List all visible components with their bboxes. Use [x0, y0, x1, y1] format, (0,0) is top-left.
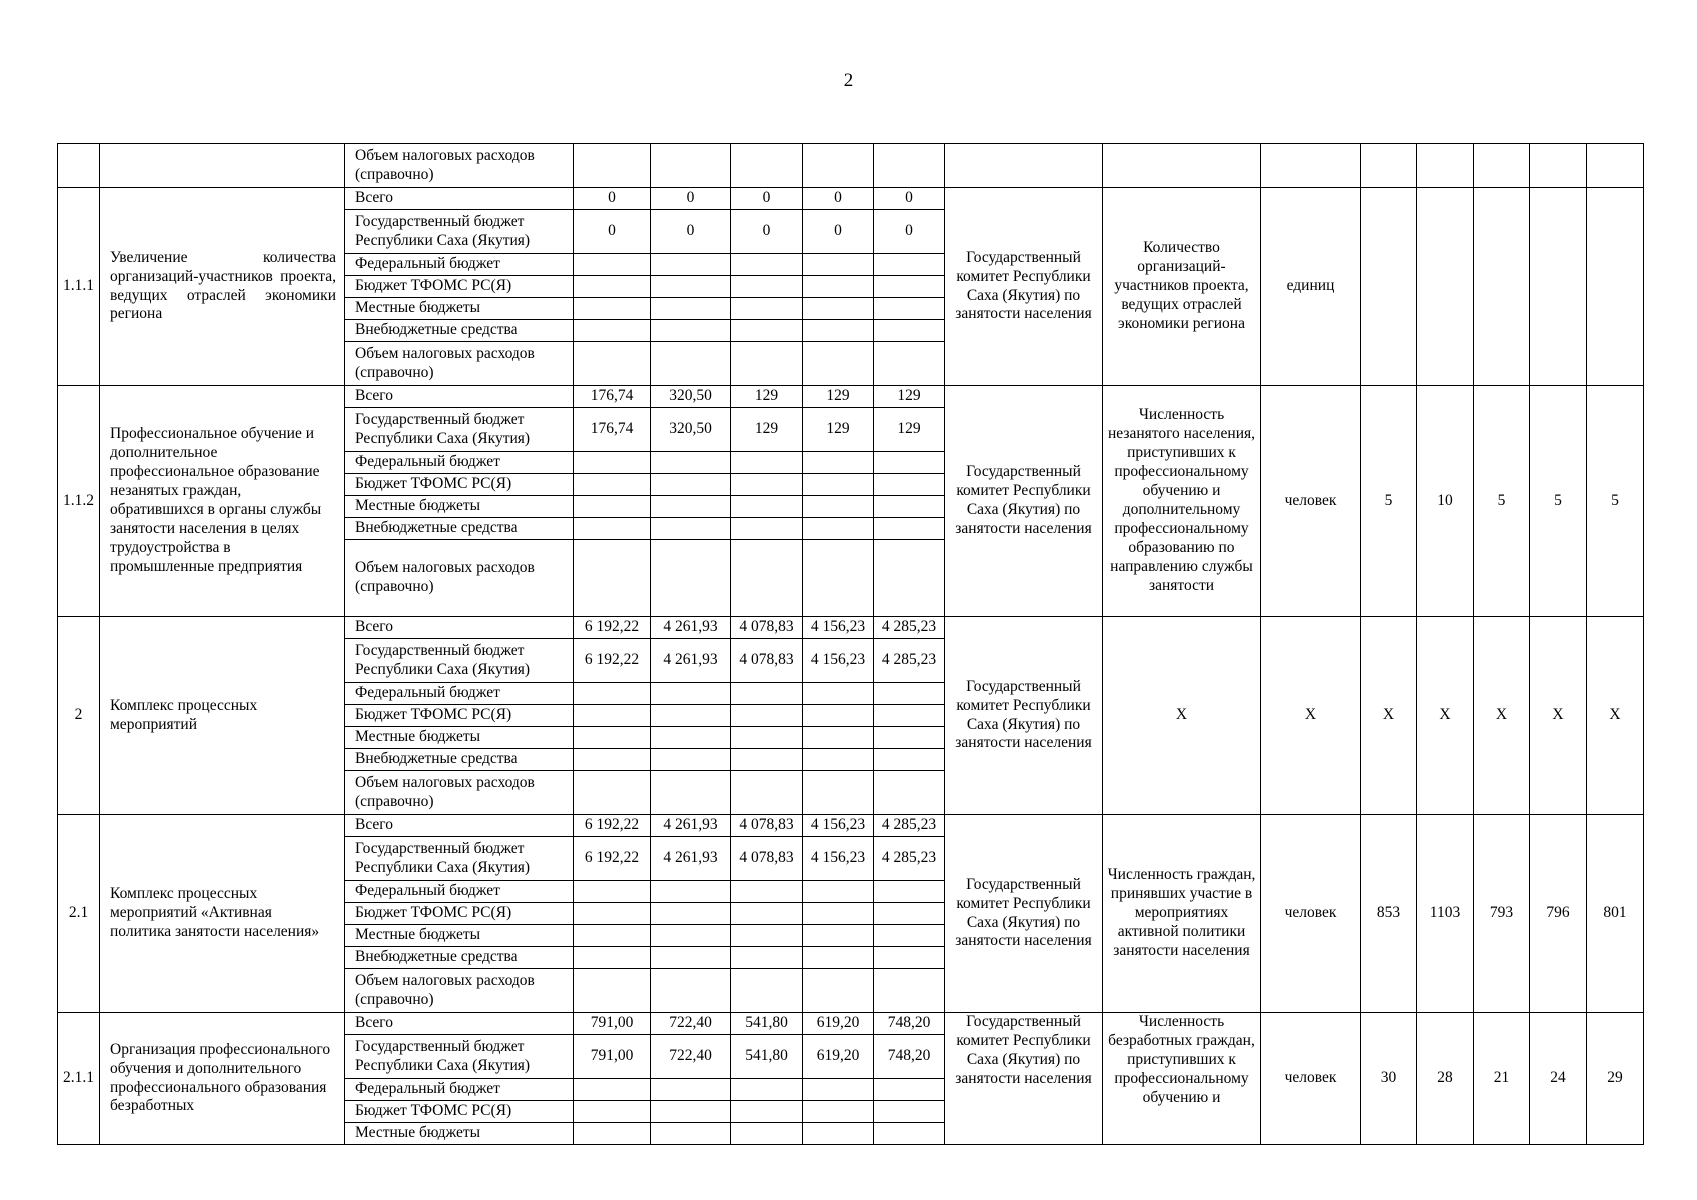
amount-cell: 4 285,23: [874, 815, 945, 837]
target-value: 21: [1474, 1013, 1530, 1145]
amount-cell: [874, 903, 945, 925]
amount-cell: 176,74: [574, 408, 651, 452]
unit-of-measure: человек: [1261, 815, 1361, 1013]
amount-cell: 4 261,93: [651, 815, 731, 837]
amount-cell: 0: [874, 210, 945, 254]
amount-cell: [874, 342, 945, 386]
amount-cell: [651, 925, 731, 947]
indicator-name: Численность незанятого населения, приступивших к профессиональному обучению и дополнительному профессиональному образованию по направлению службы занятости: [1103, 386, 1261, 617]
page-number: 2: [843, 70, 854, 91]
target-value: 793: [1474, 815, 1530, 1013]
funding-source-label: Всего: [345, 815, 574, 837]
amount-cell: [803, 540, 874, 617]
funding-source-label: Местные бюджеты: [345, 496, 574, 518]
amount-cell: [574, 881, 651, 903]
target-value: 5: [1361, 386, 1417, 617]
target-value: [1474, 188, 1530, 386]
amount-cell: 4 261,93: [651, 639, 731, 683]
amount-cell: [874, 1123, 945, 1145]
amount-cell: [731, 254, 803, 276]
amount-cell: [731, 320, 803, 342]
budget-table: [57, 143, 1644, 1145]
amount-cell: 4 285,23: [874, 617, 945, 639]
target-value: 5: [1530, 386, 1587, 617]
amount-cell: [731, 705, 803, 727]
amount-cell: [651, 1101, 731, 1123]
funding-source-label: Внебюджетные средства: [345, 320, 574, 342]
amount-cell: [574, 474, 651, 496]
amount-cell: [803, 1123, 874, 1145]
amount-cell: 6 192,22: [574, 815, 651, 837]
amount-cell: 129: [731, 386, 803, 408]
funding-source-label: Федеральный бюджет: [345, 881, 574, 903]
amount-cell: 0: [803, 210, 874, 254]
amount-cell: [731, 298, 803, 320]
funding-source-label: Бюджет ТФОМС РС(Я): [345, 705, 574, 727]
amount-cell: [731, 947, 803, 969]
amount-cell: [574, 903, 651, 925]
amount-cell: [803, 947, 874, 969]
amount-cell: 748,20: [874, 1035, 945, 1079]
indicator-name: Численность граждан, принявших участие в мероприятиях активной политики занятости населения: [1103, 815, 1261, 1013]
target-value: [1530, 188, 1587, 386]
amount-cell: [874, 683, 945, 705]
amount-cell: 320,50: [651, 408, 731, 452]
amount-cell: [574, 1079, 651, 1101]
amount-cell: [574, 771, 651, 815]
amount-cell: 4 156,23: [803, 639, 874, 683]
target-value: 30: [1361, 1013, 1417, 1145]
amount-cell: [574, 947, 651, 969]
amount-cell: [874, 1079, 945, 1101]
amount-cell: 129: [731, 408, 803, 452]
funding-source-label: Бюджет ТФОМС РС(Я): [345, 474, 574, 496]
activity-name: Комплекс процессных мероприятий: [100, 617, 345, 815]
amount-cell: 129: [803, 408, 874, 452]
funding-source-label: Объем налоговых расходов (справочно): [345, 969, 574, 1013]
amount-cell: 791,00: [574, 1035, 651, 1079]
target-value: 1103: [1417, 815, 1474, 1013]
amount-cell: [651, 727, 731, 749]
funding-source-label: Внебюджетные средства: [345, 947, 574, 969]
funding-source-label: Местные бюджеты: [345, 727, 574, 749]
amount-cell: [574, 496, 651, 518]
amount-cell: 129: [874, 386, 945, 408]
amount-cell: [731, 727, 803, 749]
amount-cell: [574, 683, 651, 705]
funding-source-label: Всего: [345, 188, 574, 210]
amount-cell: [651, 969, 731, 1013]
amount-cell: [651, 276, 731, 298]
target-value: 29: [1587, 1013, 1644, 1145]
target-value: Х: [1587, 617, 1644, 815]
funding-source-label: Местные бюджеты: [345, 298, 574, 320]
amount-cell: [803, 1079, 874, 1101]
executor: Государственный комитет Республики Саха (Якутия) по занятости населения: [945, 386, 1103, 617]
indicator-name: Численность безработных граждан, приступивших к профессиональному обучению и: [1103, 1013, 1261, 1145]
indicator-name: Количество организаций-участников проекта, ведущих отраслей экономики региона: [1103, 188, 1261, 386]
amount-cell: [651, 342, 731, 386]
amount-cell: [874, 518, 945, 540]
funding-source-label: Внебюджетные средства: [345, 749, 574, 771]
target-value: 853: [1361, 815, 1417, 1013]
funding-source-label: Государственный бюджет Республики Саха (Якутия): [345, 408, 574, 452]
amount-cell: [874, 320, 945, 342]
target-value: 5: [1474, 386, 1530, 617]
amount-cell: [651, 452, 731, 474]
amount-cell: [574, 276, 651, 298]
amount-cell: [874, 749, 945, 771]
amount-cell: [651, 749, 731, 771]
table-row: [58, 617, 1644, 639]
amount-cell: [731, 342, 803, 386]
amount-cell: [874, 705, 945, 727]
amount-cell: 6 192,22: [574, 639, 651, 683]
amount-cell: [574, 342, 651, 386]
activity-name: Организация профессионального обучения и дополнительного профессионального образования безработных: [100, 1013, 345, 1145]
amount-cell: 4 156,23: [803, 815, 874, 837]
amount-cell: [574, 925, 651, 947]
amount-cell: [574, 1123, 651, 1145]
table-row: [58, 1013, 1644, 1035]
amount-cell: [731, 1101, 803, 1123]
amount-cell: [874, 298, 945, 320]
funding-source-label: Бюджет ТФОМС РС(Я): [345, 1101, 574, 1123]
amount-cell: 619,20: [803, 1013, 874, 1035]
funding-source-label: Бюджет ТФОМС РС(Я): [345, 903, 574, 925]
amount-cell: [731, 518, 803, 540]
amount-cell: 722,40: [651, 1013, 731, 1035]
amount-cell: [651, 518, 731, 540]
amount-cell: [803, 749, 874, 771]
amount-cell: [651, 298, 731, 320]
amount-cell: 4 261,93: [651, 617, 731, 639]
amount-cell: 4 078,83: [731, 617, 803, 639]
row-number: 1.1.1: [58, 188, 100, 386]
amount-cell: [803, 925, 874, 947]
amount-cell: [803, 518, 874, 540]
amount-cell: [803, 771, 874, 815]
funding-source-label: Бюджет ТФОМС РС(Я): [345, 276, 574, 298]
amount-cell: 0: [731, 188, 803, 210]
table-row: [58, 144, 1644, 188]
executor: Государственный комитет Республики Саха (Якутия) по занятости населения: [945, 1013, 1103, 1145]
amount-cell: 6 192,22: [574, 837, 651, 881]
target-value: [1361, 188, 1417, 386]
amount-cell: [874, 540, 945, 617]
funding-source-label: Всего: [345, 1013, 574, 1035]
amount-cell: [574, 518, 651, 540]
amount-cell: [731, 540, 803, 617]
amount-cell: [731, 474, 803, 496]
amount-cell: [803, 276, 874, 298]
amount-cell: [574, 298, 651, 320]
amount-cell: [731, 749, 803, 771]
target-value: Х: [1530, 617, 1587, 815]
amount-cell: 541,80: [731, 1035, 803, 1079]
amount-cell: [803, 254, 874, 276]
amount-cell: [874, 474, 945, 496]
funding-source-label: Государственный бюджет Республики Саха (Якутия): [345, 1035, 574, 1079]
amount-cell: [803, 452, 874, 474]
row-number: 2.1: [58, 815, 100, 1013]
amount-cell: 176,74: [574, 386, 651, 408]
amount-cell: 4 285,23: [874, 639, 945, 683]
amount-cell: [731, 452, 803, 474]
activity-name: Увеличение количества организаций-участников проекта, ведущих отраслей экономики региона: [100, 188, 345, 386]
amount-cell: [874, 727, 945, 749]
funding-source-label: Внебюджетные средства: [345, 518, 574, 540]
table-row: [58, 386, 1644, 408]
amount-cell: 4 078,83: [731, 639, 803, 683]
funding-source-label: Местные бюджеты: [345, 1123, 574, 1145]
funding-source-label: Объем налоговых расходов (справочно): [345, 342, 574, 386]
amount-cell: 4 156,23: [803, 617, 874, 639]
amount-cell: [574, 749, 651, 771]
amount-cell: [651, 1123, 731, 1145]
amount-cell: [803, 342, 874, 386]
amount-cell: [874, 969, 945, 1013]
executor: Государственный комитет Республики Саха (Якутия) по занятости населения: [945, 188, 1103, 386]
funding-source-label: Объем налоговых расходов (справочно): [345, 144, 574, 188]
amount-cell: 4 156,23: [803, 837, 874, 881]
funding-source-label: Объем налоговых расходов (справочно): [345, 540, 574, 617]
amount-cell: [803, 705, 874, 727]
amount-cell: 0: [574, 210, 651, 254]
amount-cell: [574, 727, 651, 749]
amount-cell: 4 078,83: [731, 837, 803, 881]
target-value: Х: [1361, 617, 1417, 815]
amount-cell: [574, 320, 651, 342]
funding-source-label: Объем налоговых расходов (справочно): [345, 771, 574, 815]
funding-source-label: Местные бюджеты: [345, 925, 574, 947]
amount-cell: 748,20: [874, 1013, 945, 1035]
amount-cell: [731, 1123, 803, 1145]
amount-cell: [874, 496, 945, 518]
amount-cell: [574, 969, 651, 1013]
amount-cell: 4 261,93: [651, 837, 731, 881]
activity-name: Профессиональное обучение и дополнительное профессиональное образование незанятых граждан, обратившихся в органы службы занятости населения в целях трудоустройства в промышленные предприятия: [100, 386, 345, 617]
funding-source-label: Федеральный бюджет: [345, 254, 574, 276]
amount-cell: [651, 496, 731, 518]
row-number: 2: [58, 617, 100, 815]
target-value: [1417, 188, 1474, 386]
amount-cell: 0: [803, 188, 874, 210]
target-value: 5: [1587, 386, 1644, 617]
amount-cell: [651, 474, 731, 496]
funding-source-label: Федеральный бюджет: [345, 1079, 574, 1101]
target-value: Х: [1417, 617, 1474, 815]
amount-cell: 0: [874, 188, 945, 210]
amount-cell: 320,50: [651, 386, 731, 408]
amount-cell: [803, 683, 874, 705]
target-value: 801: [1587, 815, 1644, 1013]
table-row: [58, 815, 1644, 837]
amount-cell: [651, 947, 731, 969]
amount-cell: 0: [574, 188, 651, 210]
funding-source-label: Федеральный бюджет: [345, 452, 574, 474]
amount-cell: [731, 771, 803, 815]
amount-cell: [574, 254, 651, 276]
amount-cell: [803, 496, 874, 518]
row-number: 1.1.2: [58, 386, 100, 617]
amount-cell: [874, 452, 945, 474]
amount-cell: [651, 683, 731, 705]
amount-cell: [803, 969, 874, 1013]
amount-cell: [651, 881, 731, 903]
target-value: 796: [1530, 815, 1587, 1013]
amount-cell: 129: [803, 386, 874, 408]
amount-cell: 722,40: [651, 1035, 731, 1079]
target-value: 10: [1417, 386, 1474, 617]
activity-name: Комплекс процессных мероприятий «Активная политика занятости населения»: [100, 815, 345, 1013]
table-row: [58, 188, 1644, 210]
indicator-name: Х: [1103, 617, 1261, 815]
amount-cell: [874, 925, 945, 947]
amount-cell: [803, 903, 874, 925]
amount-cell: [803, 1101, 874, 1123]
funding-source-label: Государственный бюджет Республики Саха (Якутия): [345, 837, 574, 881]
amount-cell: [874, 947, 945, 969]
amount-cell: [874, 254, 945, 276]
funding-source-label: Всего: [345, 386, 574, 408]
amount-cell: 4 285,23: [874, 837, 945, 881]
amount-cell: [874, 771, 945, 815]
amount-cell: [803, 881, 874, 903]
funding-source-label: Федеральный бюджет: [345, 683, 574, 705]
unit-of-measure: человек: [1261, 1013, 1361, 1145]
amount-cell: [803, 320, 874, 342]
amount-cell: 0: [731, 210, 803, 254]
target-value: 24: [1530, 1013, 1587, 1145]
amount-cell: [874, 1101, 945, 1123]
amount-cell: [731, 496, 803, 518]
amount-cell: [651, 320, 731, 342]
target-value: [1587, 188, 1644, 386]
amount-cell: [651, 1079, 731, 1101]
amount-cell: [574, 705, 651, 727]
executor: Государственный комитет Республики Саха (Якутия) по занятости населения: [945, 617, 1103, 815]
amount-cell: [731, 903, 803, 925]
funding-source-label: Государственный бюджет Республики Саха (Якутия): [345, 639, 574, 683]
unit-of-measure: единиц: [1261, 188, 1361, 386]
amount-cell: 791,00: [574, 1013, 651, 1035]
amount-cell: [651, 705, 731, 727]
target-value: 28: [1417, 1013, 1474, 1145]
amount-cell: 541,80: [731, 1013, 803, 1035]
amount-cell: [731, 881, 803, 903]
unit-of-measure: человек: [1261, 386, 1361, 617]
amount-cell: [803, 298, 874, 320]
amount-cell: [574, 1101, 651, 1123]
amount-cell: 129: [874, 408, 945, 452]
amount-cell: [651, 254, 731, 276]
amount-cell: [731, 969, 803, 1013]
amount-cell: 6 192,22: [574, 617, 651, 639]
row-number: 2.1.1: [58, 1013, 100, 1145]
amount-cell: [731, 925, 803, 947]
amount-cell: [574, 540, 651, 617]
amount-cell: [731, 276, 803, 298]
amount-cell: [803, 727, 874, 749]
amount-cell: [651, 771, 731, 815]
amount-cell: [651, 540, 731, 617]
executor: Государственный комитет Республики Саха (Якутия) по занятости населения: [945, 815, 1103, 1013]
amount-cell: [874, 881, 945, 903]
amount-cell: [731, 1079, 803, 1101]
unit-of-measure: Х: [1261, 617, 1361, 815]
amount-cell: [874, 276, 945, 298]
funding-source-label: Всего: [345, 617, 574, 639]
amount-cell: 4 078,83: [731, 815, 803, 837]
amount-cell: [803, 474, 874, 496]
amount-cell: [651, 903, 731, 925]
amount-cell: [574, 452, 651, 474]
amount-cell: 0: [651, 210, 731, 254]
amount-cell: 619,20: [803, 1035, 874, 1079]
target-value: Х: [1474, 617, 1530, 815]
amount-cell: [731, 683, 803, 705]
funding-source-label: Государственный бюджет Республики Саха (Якутия): [345, 210, 574, 254]
amount-cell: 0: [651, 188, 731, 210]
